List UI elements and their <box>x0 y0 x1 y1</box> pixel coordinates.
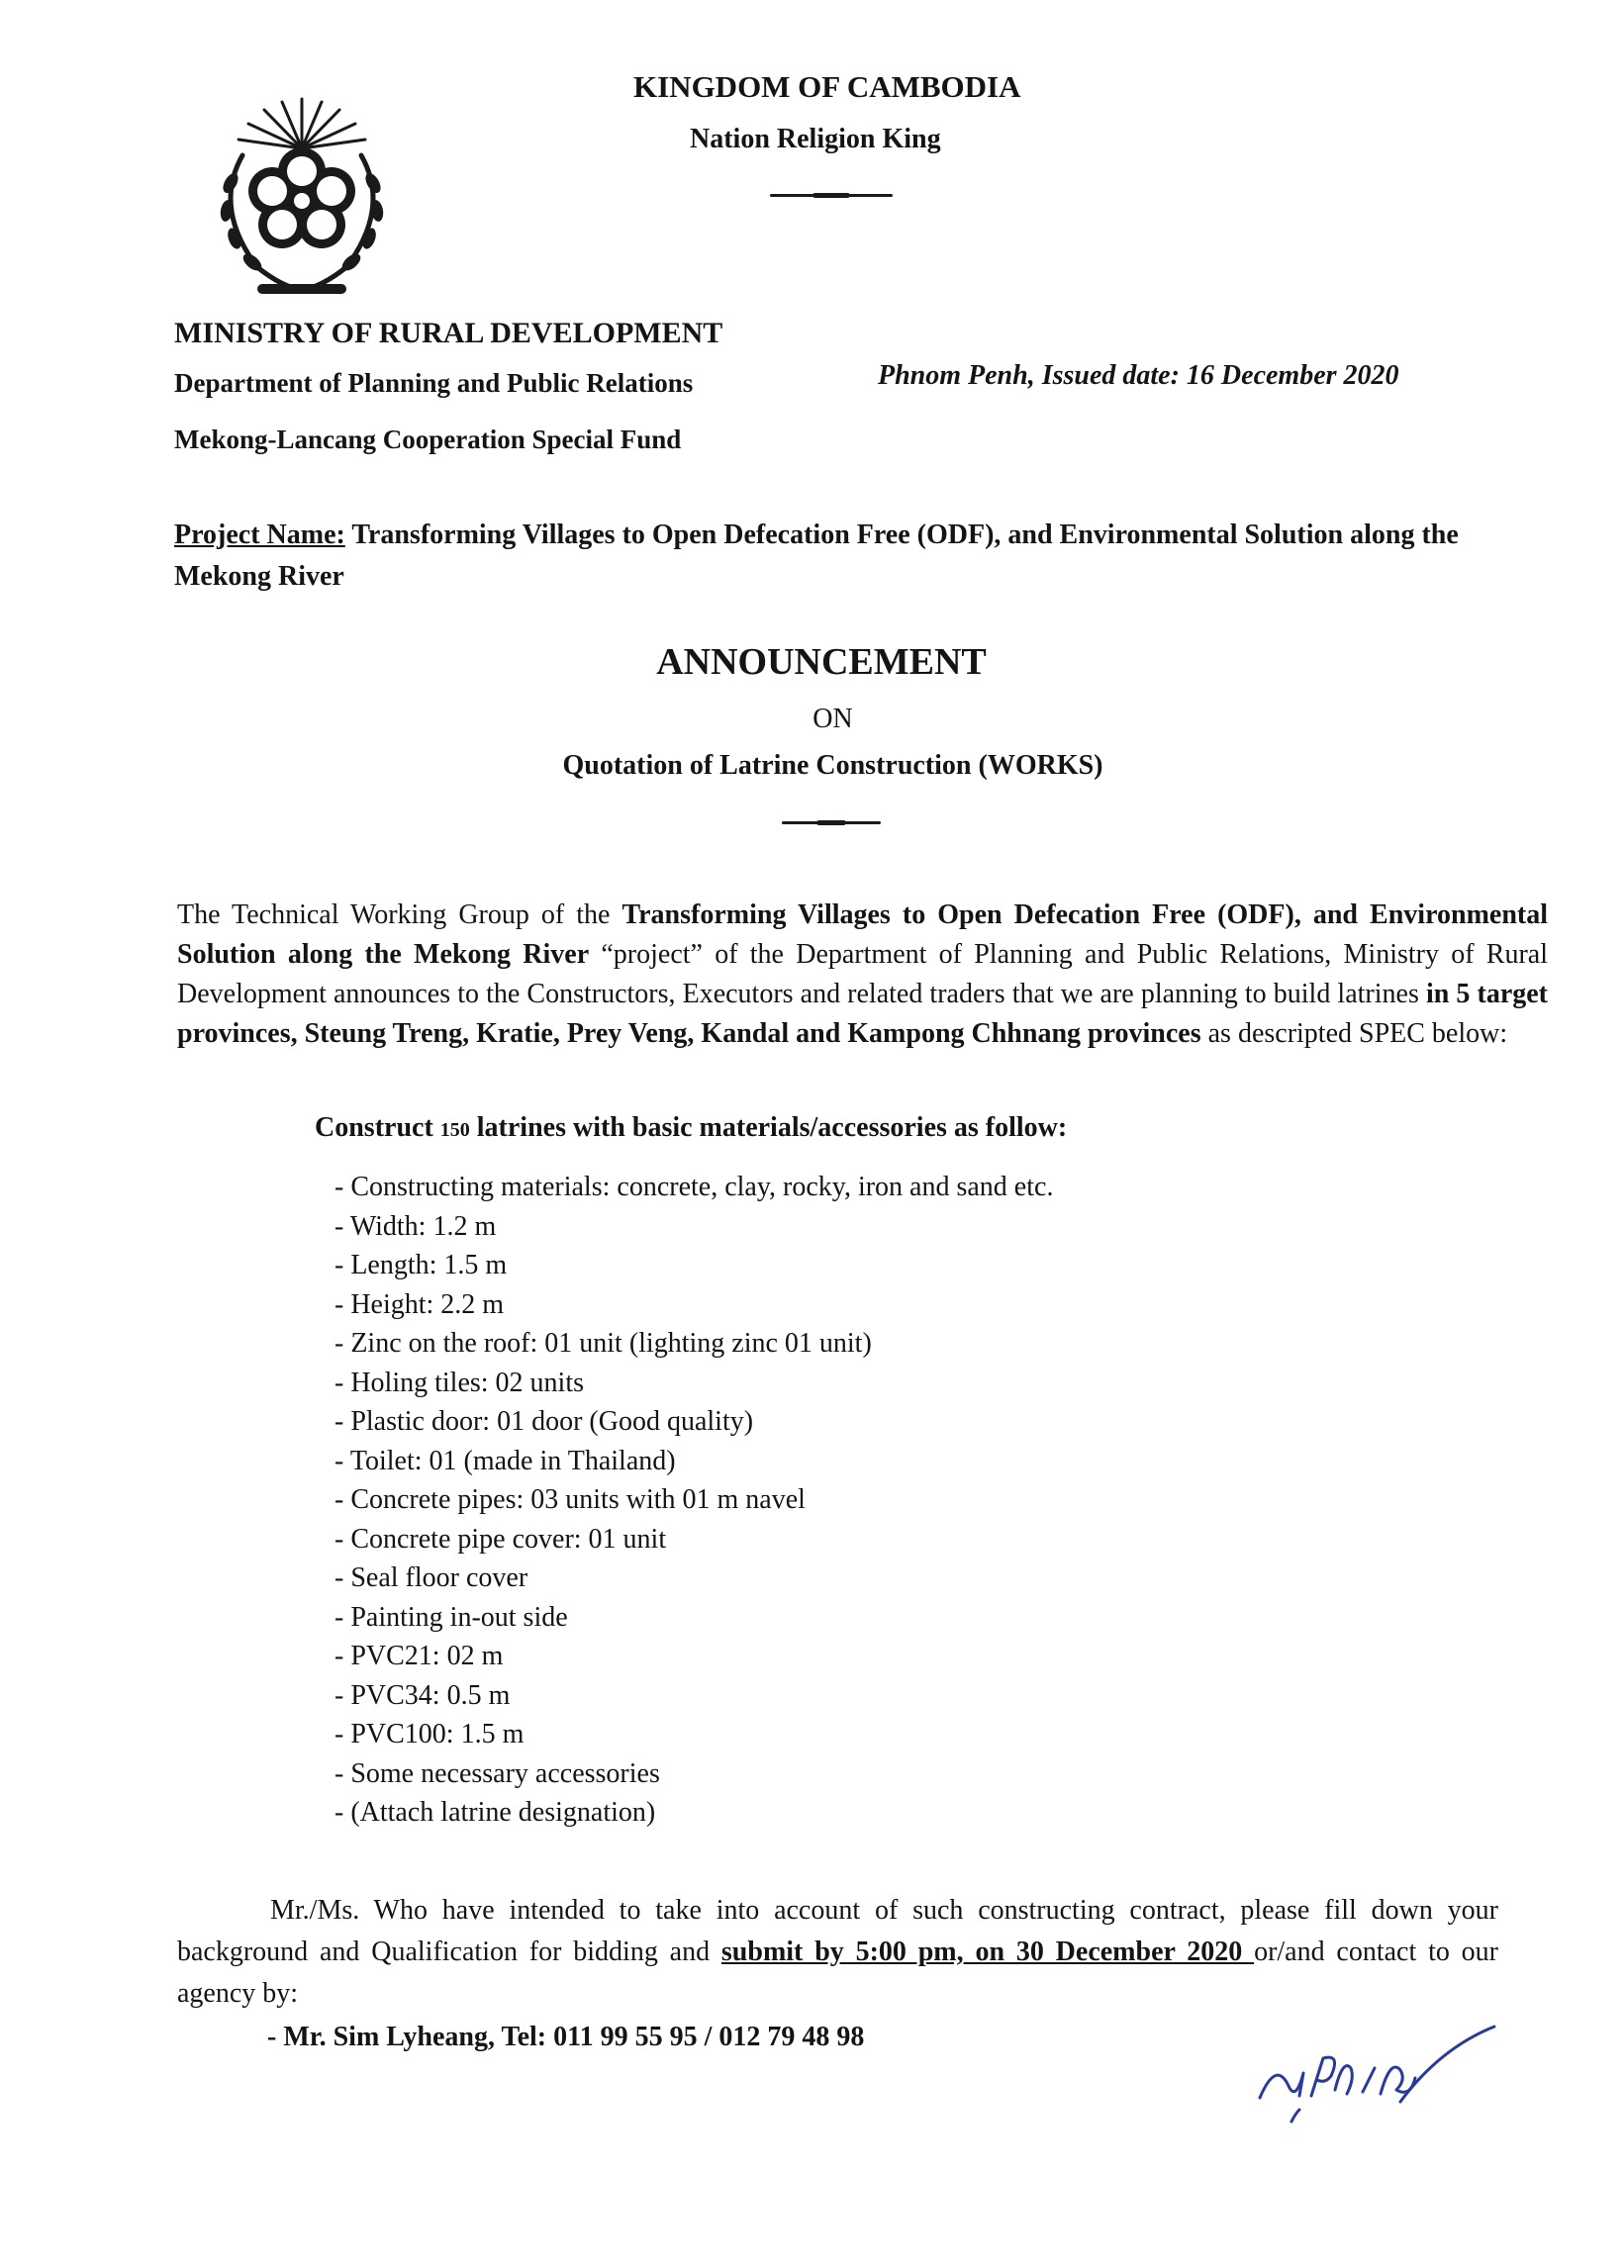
intro-paragraph <box>177 896 1548 1054</box>
fund-name: Mekong-Lancang Cooperation Special Fund <box>174 425 682 454</box>
intro-text-2: “project” of the Department of Planning and Public Relations, Ministry of Rural Development announces to the Constructors, Executors and related traders that we are planning to build latrines <box>177 939 1548 1009</box>
department-name: Department of Planning and Public Relations <box>174 368 694 398</box>
issued-date: Phnom Penh, Issued date: 16 December 2020 <box>878 360 1399 391</box>
spec-item: - Constructing materials: concrete, clay, rocky, iron and sand etc. <box>334 1172 1054 1202</box>
spec-item: - (Attach latrine designation) <box>334 1797 656 1828</box>
spec-heading-suffix: latrines with basic materials/accessories as follow: <box>469 1112 1068 1143</box>
spec-item: - Width: 1.2 m <box>334 1210 497 1242</box>
announcement-title: ANNOUNCEMENT <box>656 641 987 683</box>
project-name <box>174 515 1500 598</box>
spec-item: - Seal floor cover <box>334 1562 528 1593</box>
latrine-count: 150 <box>439 1119 470 1141</box>
spec-item: - Length: 1.5 m <box>334 1250 508 1280</box>
spec-item: - Toilet: 01 (made in Thailand) <box>334 1445 676 1476</box>
closing-text-1: Mr./Ms. Who have intended to take into account of such constructing contract, please fill down your background and Qualification for bidding and <box>177 1895 1498 1967</box>
spec-item: - PVC21: 02 m <box>334 1641 504 1671</box>
ministry-name: MINISTRY OF RURAL DEVELOPMENT <box>174 317 723 349</box>
national-motto: Nation Religion King <box>690 124 941 154</box>
project-label: Project Name: <box>174 520 345 550</box>
intro-text-1: The Technical Working Group of the <box>177 899 622 930</box>
spec-item: - Height: 2.2 m <box>334 1288 505 1320</box>
project-title: Transforming Villages to Open Defecation Free (ODF), and Environmental Solution along the Mekong River <box>174 520 1459 592</box>
spec-item: - PVC100: 1.5 m <box>334 1719 525 1749</box>
intro-text-3: as descripted SPEC below: <box>1200 1018 1508 1049</box>
closing-text-2: or/and contact to our agency by: <box>177 1937 1499 2009</box>
spec-item: - Concrete pipes: 03 units with 01 m navel <box>334 1484 806 1515</box>
spec-item: - Plastic door: 01 door (Good quality) <box>334 1406 754 1437</box>
header-divider <box>770 194 893 197</box>
submission-deadline: submit by 5:00 pm, on 30 December 2020 <box>720 1937 1255 1967</box>
spec-heading-prefix: Construct <box>315 1112 440 1143</box>
title-divider <box>782 821 881 824</box>
intro-project-name: Transforming Villages to Open Defecation Free (ODF), and Environmental Solution along the Mekong River <box>177 899 1548 970</box>
signature-icon <box>1252 2019 1509 2127</box>
spec-item: - Holing tiles: 02 units <box>334 1367 584 1398</box>
announcement-subject: Quotation of Latrine Construction (WORKS) <box>562 750 1103 781</box>
spec-item: - Painting in-out side <box>334 1601 568 1633</box>
announcement-on: ON <box>812 704 853 734</box>
spec-item: - PVC34: 0.5 m <box>334 1679 511 1711</box>
intro-provinces: in 5 target provinces, Steung Treng, Kratie, Prey Veng, Kandal and Kampong Chhnang provinces <box>177 979 1549 1049</box>
spec-heading <box>315 1112 1067 1144</box>
ministry-emblem-icon <box>203 94 401 302</box>
contact-person: - Mr. Sim Lyheang, Tel: 011 99 55 95 / 012 79 48 98 <box>267 2022 865 2052</box>
kingdom-heading: KINGDOM OF CAMBODIA <box>633 69 1021 104</box>
spec-item: - Some necessary accessories <box>334 1757 660 1789</box>
spec-item: - Concrete pipe cover: 01 unit <box>334 1523 667 1555</box>
spec-item: - Zinc on the roof: 01 unit (lighting zinc 01 unit) <box>334 1328 872 1359</box>
spec-list <box>334 1168 1053 1833</box>
closing-paragraph <box>177 1890 1498 2015</box>
